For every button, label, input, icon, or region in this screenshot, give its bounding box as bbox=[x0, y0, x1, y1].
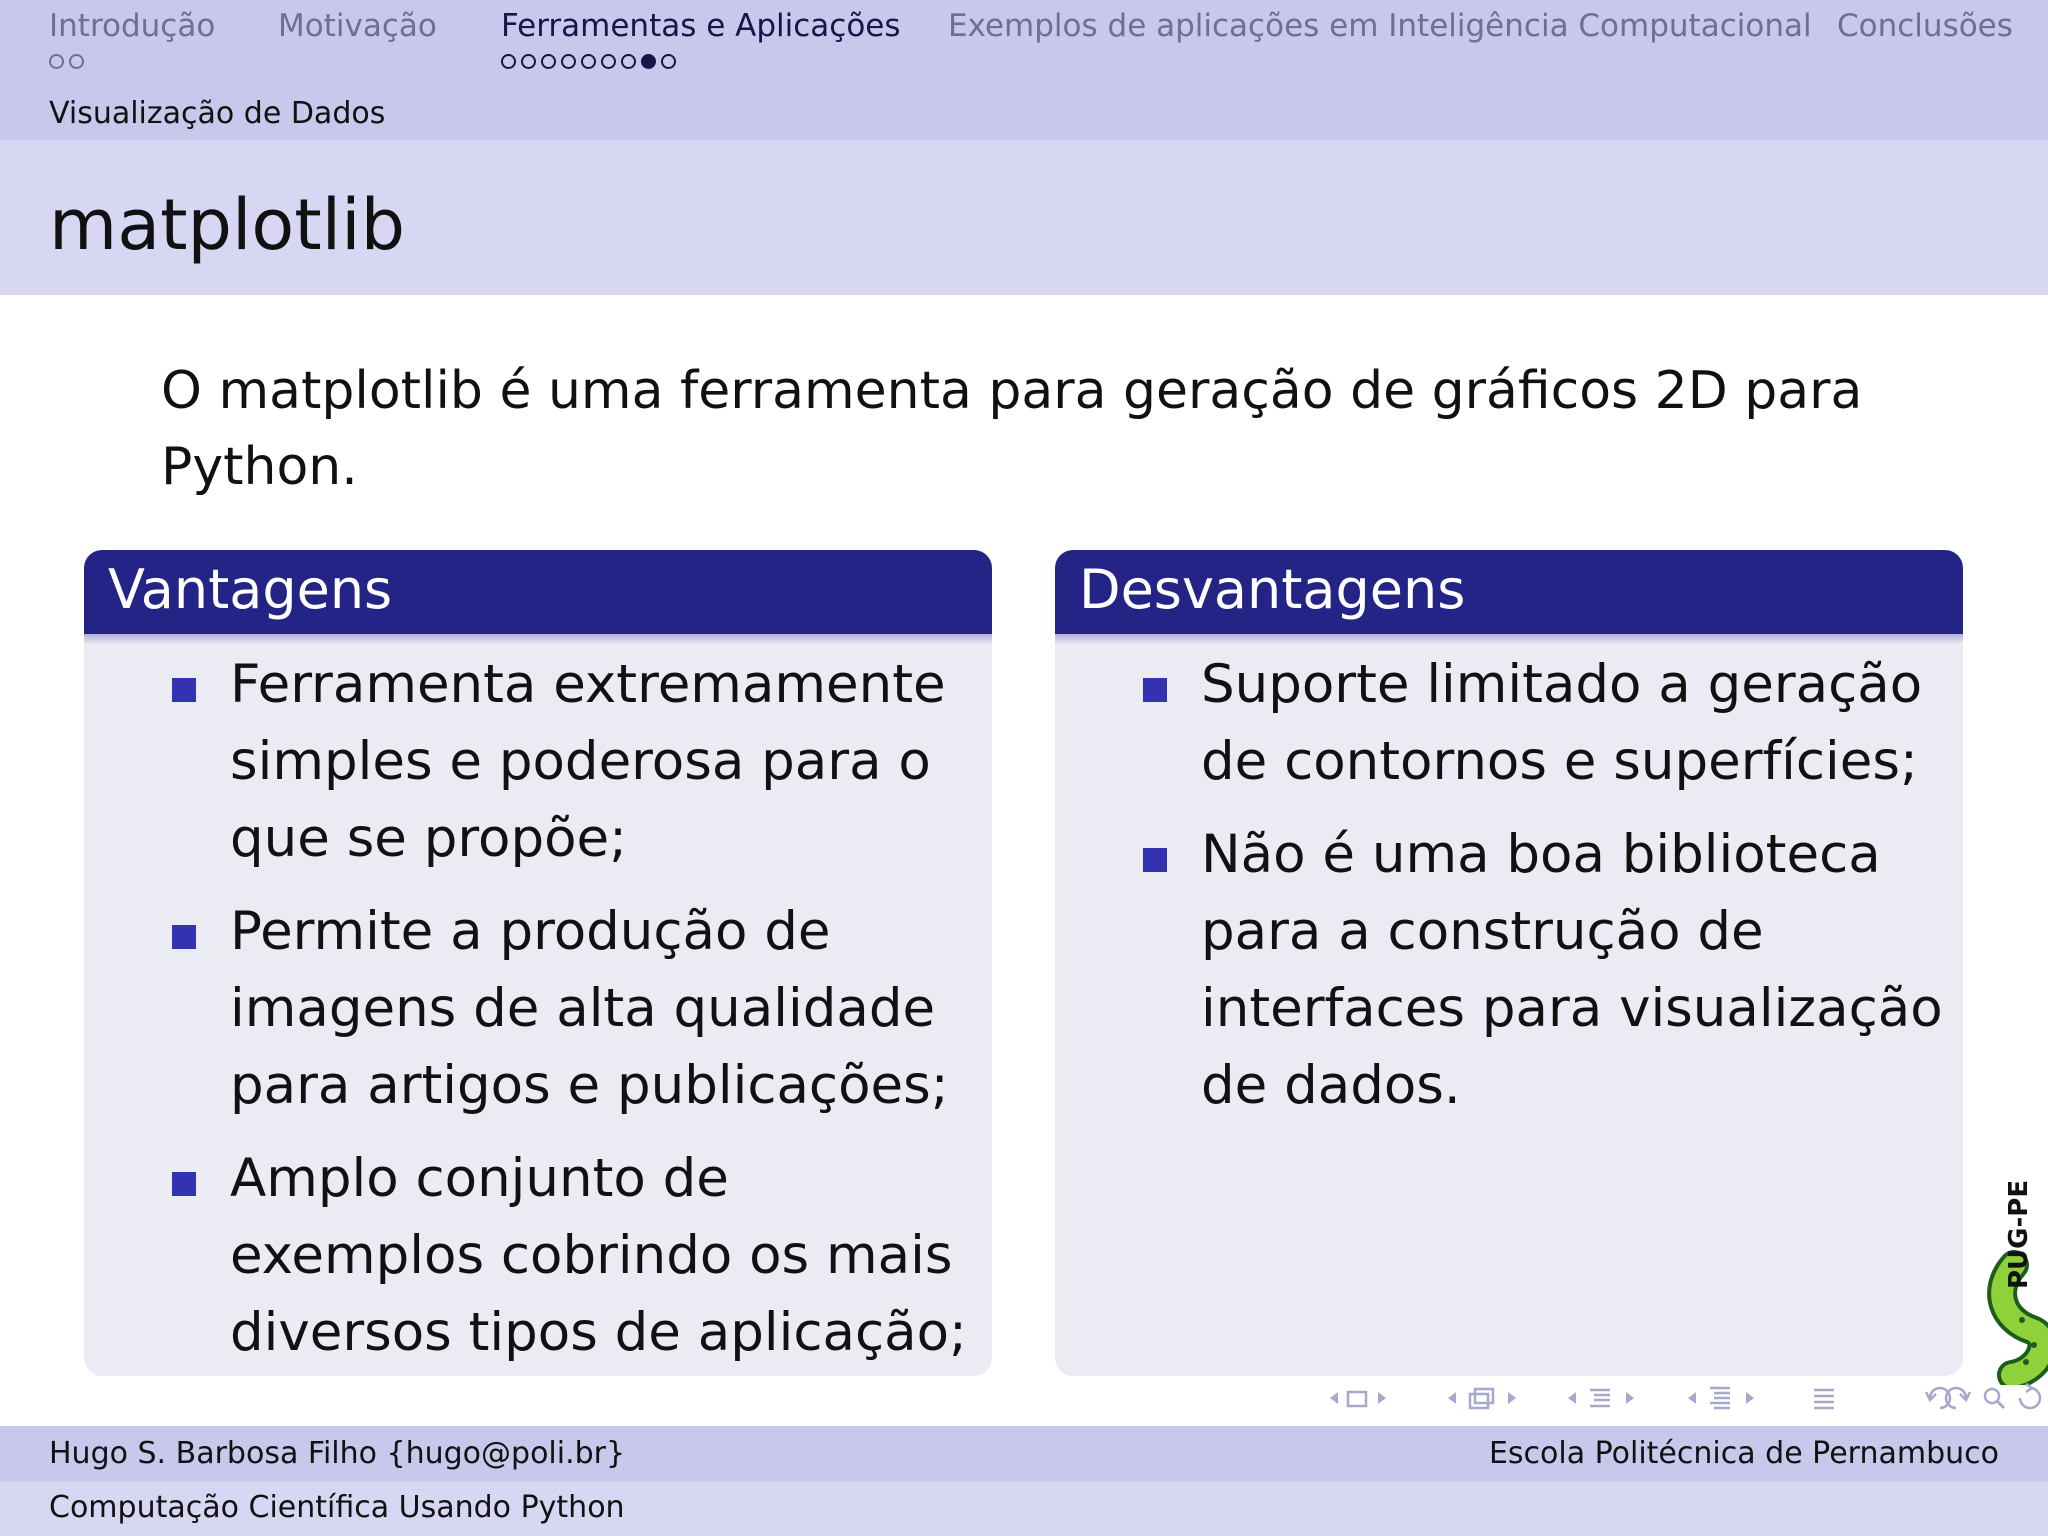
frame-dot-icon[interactable] bbox=[581, 54, 596, 69]
frame-dot-icon[interactable] bbox=[621, 54, 636, 69]
nav-section-exemplos[interactable] bbox=[948, 8, 1812, 78]
advantages-block bbox=[84, 550, 992, 1376]
frame-dot-icon[interactable] bbox=[501, 54, 516, 69]
navigation-symbols bbox=[1318, 1378, 2044, 1418]
frame-dot-icon[interactable] bbox=[641, 54, 656, 69]
intro-text: O matplotlib é uma ferramenta para geração de gráficos 2D para Python. bbox=[161, 361, 1863, 497]
presentation-navigation-icon[interactable] bbox=[1684, 1378, 1774, 1418]
nav-section-title[interactable]: Introdução bbox=[49, 8, 216, 44]
footer-author-bar bbox=[0, 1426, 2048, 1482]
disadvantages-block bbox=[1055, 550, 1963, 1376]
list-item-text: Suporte limitado a geração de contornos e superfícies; bbox=[1201, 654, 1923, 792]
nav-section-ferramentas[interactable] bbox=[501, 8, 901, 78]
footer-title-bar bbox=[0, 1482, 2048, 1536]
list-item bbox=[84, 1140, 992, 1371]
appendix-navigation-icon[interactable] bbox=[1804, 1378, 1844, 1418]
square-bullet-icon bbox=[172, 1172, 196, 1196]
nav-section-introducao[interactable] bbox=[49, 8, 215, 78]
nav-section-title[interactable]: Conclusões bbox=[1837, 8, 2013, 44]
frame-dot-icon[interactable] bbox=[661, 54, 676, 69]
frame-dot-icon[interactable] bbox=[601, 54, 616, 69]
nav-dots bbox=[948, 54, 1812, 78]
block-title: Desvantagens bbox=[1055, 550, 1963, 634]
square-bullet-icon bbox=[172, 925, 196, 949]
square-bullet-icon bbox=[1143, 848, 1167, 872]
list-item-text: Amplo conjunto de exemplos cobrindo os mais diversos tipos de aplicação; bbox=[230, 1148, 967, 1363]
list-item bbox=[1055, 646, 1963, 800]
frame-dot-icon[interactable] bbox=[69, 54, 84, 69]
frame-title: matplotlib bbox=[49, 184, 406, 266]
block-title: Vantagens bbox=[84, 550, 992, 634]
subsection-bar bbox=[0, 86, 2048, 140]
frame-dot-icon[interactable] bbox=[49, 54, 64, 69]
nav-dots bbox=[1837, 54, 2013, 78]
subsection-navigation-icon[interactable] bbox=[1444, 1378, 1534, 1418]
frame-title-bar bbox=[0, 140, 2048, 295]
nav-section-title[interactable]: Motivação bbox=[278, 8, 437, 44]
section-navigation-bar bbox=[0, 0, 2048, 86]
logo-text: PUG-PE bbox=[2004, 1179, 2034, 1289]
footer-author: Hugo S. Barbosa Filho {hugo@poli.br} bbox=[49, 1436, 626, 1471]
advantages-list bbox=[84, 634, 992, 1371]
list-item bbox=[1055, 816, 1963, 1124]
list-item bbox=[84, 893, 992, 1124]
square-bullet-icon bbox=[172, 678, 196, 702]
frame-dot-icon[interactable] bbox=[561, 54, 576, 69]
footer-institution: Escola Politécnica de Pernambuco bbox=[1488, 1436, 1999, 1471]
subsection-title: Visualização de Dados bbox=[49, 96, 386, 131]
list-item-text: Não é uma boa biblioteca para a construção de interfaces para visualização de dados. bbox=[1201, 824, 1943, 1116]
frame-dot-icon[interactable] bbox=[521, 54, 536, 69]
nav-section-motivacao[interactable] bbox=[278, 8, 437, 78]
list-item bbox=[84, 646, 992, 877]
frame-dot-icon[interactable] bbox=[541, 54, 556, 69]
nav-dots bbox=[501, 54, 901, 78]
disadvantages-list bbox=[1055, 634, 1963, 1124]
section-navigation-icon[interactable] bbox=[1564, 1378, 1654, 1418]
list-item-text: Permite a produção de imagens de alta qualidade para artigos e publicações; bbox=[230, 901, 949, 1116]
list-item-text: Ferramenta extremamente simples e poderosa para o que se propõe; bbox=[230, 654, 946, 869]
nav-dots bbox=[49, 54, 215, 78]
frame-navigation-icon[interactable] bbox=[1326, 1378, 1396, 1418]
nav-section-conclusoes[interactable] bbox=[1837, 8, 2013, 78]
nav-section-title[interactable]: Exemplos de aplicações em Inteligência Computacional bbox=[948, 8, 1812, 44]
search-undo-icons[interactable] bbox=[1922, 1378, 2042, 1418]
footer-presentation-title: Computação Científica Usando Python bbox=[49, 1490, 625, 1525]
nav-dots bbox=[278, 54, 437, 78]
nav-section-title[interactable]: Ferramentas e Aplicações bbox=[501, 8, 901, 44]
square-bullet-icon bbox=[1143, 678, 1167, 702]
